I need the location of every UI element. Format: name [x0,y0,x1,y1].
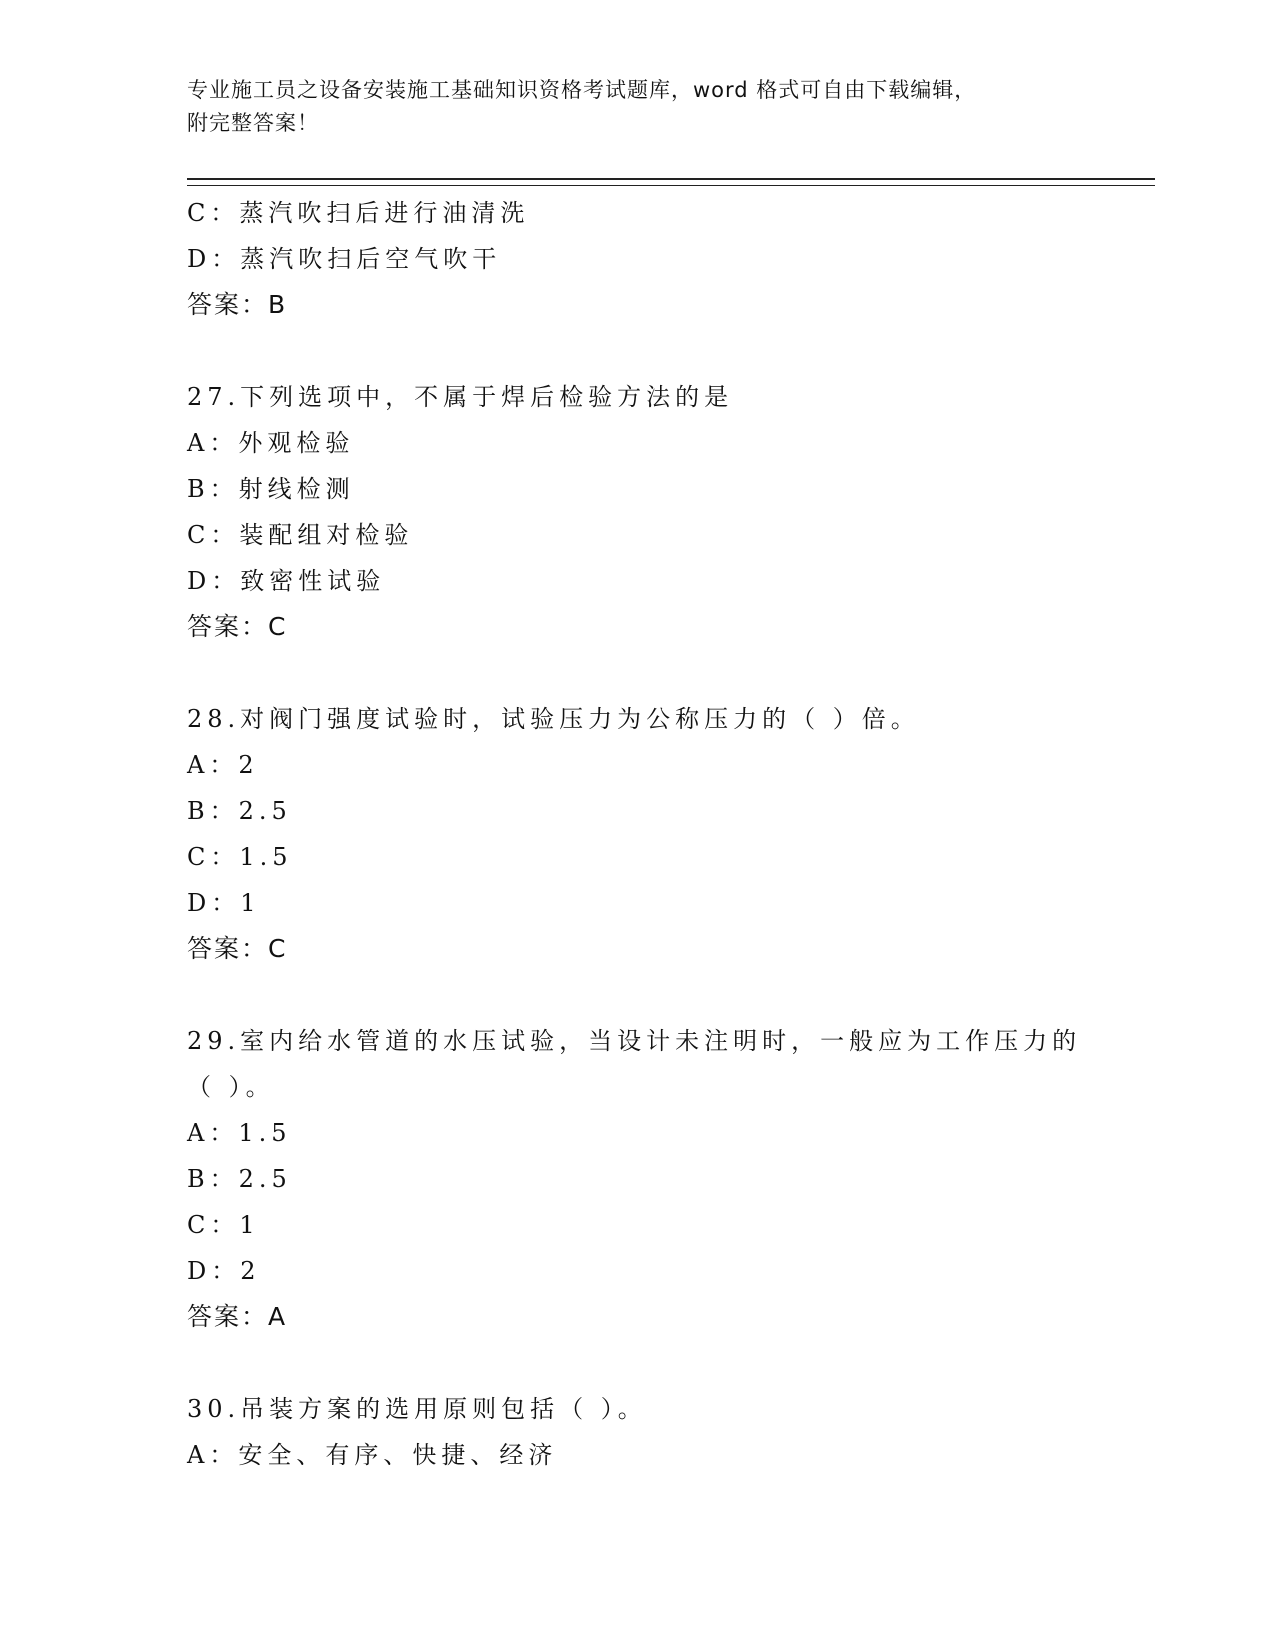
question-28 [187,696,1087,972]
option-d: D：致密性试验 [187,567,386,595]
question-30 [187,1386,1087,1478]
option-a: A：1.5 [187,1119,292,1147]
document-header [187,74,1087,140]
option-b: B：射线检测 [187,475,355,503]
answer-line: 答案：C [187,612,288,641]
option-c: C：1 [187,1211,260,1239]
question-list [187,190,1087,1478]
option-a: A：外观检验 [187,429,355,457]
spacer [187,328,1087,374]
option-b: B：2.5 [187,1165,292,1193]
question-text: 28.对阀门强度试验时，试验压力为公称压力的（ ）倍。 [187,705,920,733]
option-b: B：2.5 [187,797,292,825]
option-d: D：1 [187,889,261,917]
option-d: D：2 [187,1257,261,1285]
question-text: 27.下列选项中，不属于焊后检验方法的是 [187,383,734,411]
spacer [187,650,1087,696]
question-text-line-1: 29.室内给水管道的水压试验，当设计未注明时，一般应为工作压力的 [187,1027,1082,1055]
spacer [187,972,1087,1018]
question-26-remainder [187,190,1087,328]
header-divider [187,178,1155,186]
header-line-1: 专业施工员之设备安装施工基础知识资格考试题库，word 格式可自由下载编辑， [187,78,977,102]
question-text-line-2: （ ）。 [187,1073,275,1101]
question-29 [187,1018,1087,1340]
option-c: C：蒸汽吹扫后进行油清洗 [187,199,530,227]
spacer [187,1340,1087,1386]
option-a: A：2 [187,751,259,779]
answer-line: 答案：C [187,934,288,963]
document-page [187,0,1157,1650]
header-line-2: 附完整答案！ [187,111,319,135]
option-a: A：安全、有序、快捷、经济 [187,1441,558,1469]
option-c: C：1.5 [187,843,293,871]
option-d: D：蒸汽吹扫后空气吹干 [187,245,502,273]
option-c: C：装配组对检验 [187,521,414,549]
answer-line: 答案：B [187,290,288,319]
question-text: 30.吊装方案的选用原则包括（ ）。 [187,1395,647,1423]
answer-line: 答案：A [187,1302,288,1331]
question-27 [187,374,1087,650]
